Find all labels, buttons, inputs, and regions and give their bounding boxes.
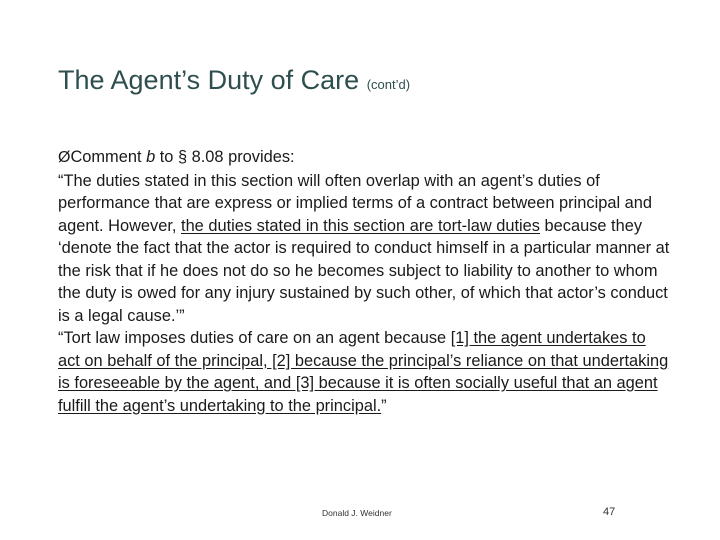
quote1-underlined: the duties stated in this section are tort-law duties xyxy=(181,216,540,235)
quote-paragraph-1 xyxy=(58,170,670,328)
title-main: The Agent’s Duty of Care xyxy=(58,65,360,95)
page-number: 47 xyxy=(603,506,616,518)
title-suffix: (cont’d) xyxy=(366,77,411,92)
quote2-part1: “Tort law imposes duties of care on an agent because xyxy=(58,329,451,347)
arrow-bullet-icon: Ø xyxy=(58,149,71,166)
quote-paragraph-2 xyxy=(58,327,670,417)
bullet-line xyxy=(58,146,670,170)
slide-body xyxy=(58,146,670,417)
footer-author: Donald J. Weidner xyxy=(322,508,392,518)
bullet-emphasis: b xyxy=(146,148,156,166)
bullet-rest: to § 8.08 provides: xyxy=(155,148,295,166)
bullet-lead: Comment xyxy=(70,148,147,166)
quote1-part2: because they ‘denote the fact that the actor is required to conduct himself in a particular manner at the risk that if he does not do so he becomes subject to liability to another to whom the duty is owed for any injury sustained by such other, of which that actor’s conduct is a legal cause.’” xyxy=(58,216,670,325)
quote1-part1: “The duties stated in this section will often overlap with an agent’s duties of performance that are express or implied terms of a contract between principal and agent. However, xyxy=(58,171,653,235)
quote2-underlined: [1] the agent undertakes to act on behalf of the principal, [2] because the principal’s reliance on that undertaking is foreseeable by the agent, and [3] because it is often socially useful that an agent fulfill the agent’s undertaking to the principal. xyxy=(58,329,669,415)
quote2-part2: ” xyxy=(381,396,387,415)
slide-title xyxy=(58,62,410,103)
